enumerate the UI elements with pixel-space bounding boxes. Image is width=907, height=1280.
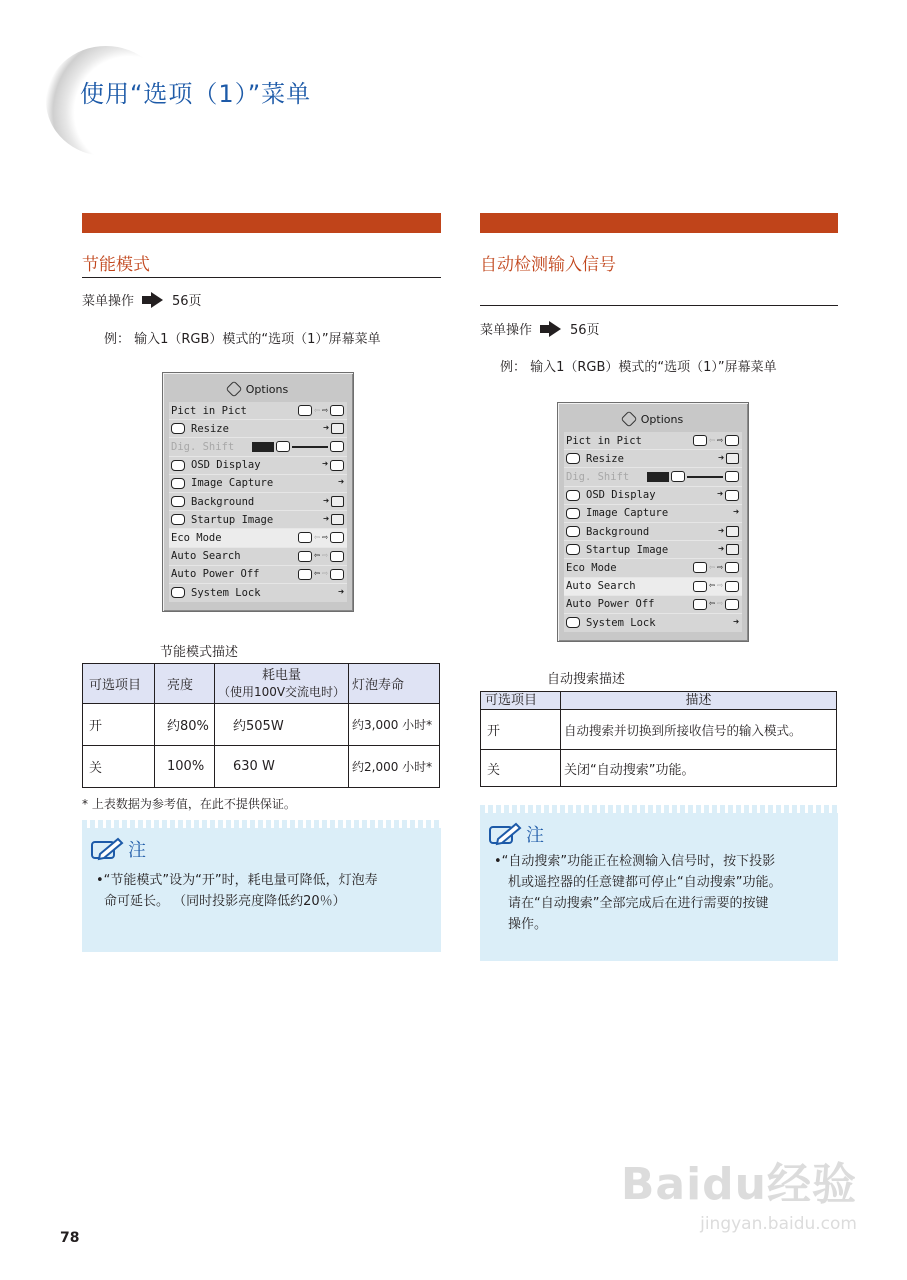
example-caption-left: 例： 输入1（RGB）模式的“选项（1）”屏幕菜单 [104,332,381,347]
pencil-note-icon [90,836,124,862]
note-body [494,851,838,935]
toggle-on-icon [725,581,739,592]
table-caption-eco: 节能模式描述 [160,645,239,660]
system-lock-icon [566,617,580,628]
osd-display-icon [171,460,185,471]
osd-row-image-capture: Image Capture ➜ [564,505,742,523]
note-line: 操作。 [508,917,548,932]
note-line: 机或遥控器的任意键都可停止“自动搜索”功能。 [508,875,782,890]
table-header: 可选项目 [83,664,155,704]
toggle-off-icon [693,581,707,592]
right-arrow-icon [540,321,562,337]
osd-title: Options [245,382,289,396]
osd-row-resize: Resize ➜ [169,420,347,438]
osd-label: System Lock [586,616,656,629]
osd-label: Startup Image [586,543,669,556]
shift-slider [687,476,723,478]
osd-label: Pict in Pict [566,434,642,447]
table-cell: 约80% [155,704,215,746]
osd-label: System Lock [191,586,261,599]
image-capture-icon [171,478,185,489]
background-icon [171,496,185,507]
table-cell: 约3,000 小时* [349,704,440,746]
options-icon [620,411,637,428]
osd-options-menu-left [162,372,354,612]
toggle-off-icon [298,532,312,543]
toggle-on-icon [330,405,344,416]
osd-row-auto-power-off: Auto Power Off ⇦ ⇨ [169,566,347,584]
osd-row-osd-display: OSD Display ➜ [169,457,347,475]
submenu-icon [726,544,739,555]
table-header-power [215,664,349,704]
submenu-icon [725,490,739,501]
note-heading [90,836,441,862]
eco-mode-table [82,663,440,788]
section-bar-right [480,213,838,233]
watermark-brand: Baidu经验 [620,1159,857,1210]
toggle-on-icon [725,562,739,573]
osd-title: Options [640,412,684,426]
osd-label: Image Capture [191,477,274,490]
right-arrow-icon [142,292,164,308]
osd-row-auto-power-off: Auto Power Off ⇦ ⇨ [564,596,742,614]
table-cell: 约2,000 小时* [349,746,440,788]
osd-label: Pict in Pict [171,404,247,417]
toggle-off-icon [693,562,707,573]
osd-row-pict-in-pict: Pict in Pict ⇦ ⇨ [564,432,742,450]
table-header: 耗电量 [261,667,301,683]
menu-operation-label: 菜单操作 [480,323,533,338]
osd-label: Background [586,525,650,538]
startup-image-icon [566,544,580,555]
submenu-icon [331,423,344,434]
note-body [96,870,441,912]
toggle-on-icon [330,569,344,580]
screen-icon [725,471,739,482]
menu-operation-page: 56页 [172,294,202,309]
osd-row-background: Background ➜ [564,523,742,541]
table-caption-auto-search: 自动搜索描述 [547,672,626,687]
osd-label: Auto Search [171,550,241,563]
osd-label: Eco Mode [566,561,617,574]
osd-row-startup-image: Startup Image ➜ [564,541,742,559]
osd-row-resize: Resize ➜ [564,450,742,468]
table-row [481,710,837,750]
note-line: 命可延长。 （同时投影亮度降低约20％） [104,894,346,909]
table-cell: 开 [481,710,561,750]
page-title: 使用“选项（1）”菜单 [80,80,312,108]
table-cell: 100% [155,746,215,788]
toggle-on-icon [725,435,739,446]
screen-icon [276,441,290,452]
osd-row-dig-shift [564,468,742,486]
menu-operation-ref-right [480,319,600,338]
osd-options-menu-right [557,402,749,642]
auto-search-table [480,691,837,787]
note-heading [488,821,838,847]
toggle-off-icon [693,599,707,610]
toggle-on-icon [330,532,344,543]
section-bar-left [82,213,441,233]
osd-row-eco-mode: Eco Mode ⇦ ⇨ [564,559,742,577]
table-row [481,750,837,787]
table-cell: 关闭“自动搜索”功能。 [561,750,837,787]
toggle-on-icon [725,599,739,610]
osd-label: Resize [586,452,624,465]
watermark-url: jingyan.baidu.com [700,1214,857,1234]
table-cell: 关 [481,750,561,787]
osd-header [564,406,742,432]
menu-operation-ref-left [82,290,202,309]
osd-label: Image Capture [586,507,669,520]
table-cell: 约505W [215,704,349,746]
note-line: •“节能模式”设为“开”时，耗电量可降低，灯泡寿 [96,873,378,888]
image-capture-icon [566,508,580,519]
section-rule-right [480,305,838,306]
osd-row-startup-image: Startup Image ➜ [169,511,347,529]
background-icon [566,526,580,537]
osd-label: Startup Image [191,513,274,526]
submenu-icon [726,453,739,464]
osd-row-auto-search: Auto Search ⇦ ⇨ [169,548,347,566]
table-cell: 关 [83,746,155,788]
menu-operation-label: 菜单操作 [82,294,135,309]
resize-icon [566,453,580,464]
osd-label: Resize [191,422,229,435]
osd-label: Auto Search [566,580,636,593]
menu-operation-page: 56页 [570,323,600,338]
note-line: •“自动搜索”功能正在检测输入信号时，按下投影 [494,854,776,869]
page-number: 78 [60,1230,80,1246]
screen-icon [671,471,685,482]
osd-label: Auto Power Off [566,598,655,611]
osd-label: Eco Mode [171,531,222,544]
osd-row-auto-search: Auto Search ⇦ ⇨ [564,578,742,596]
shift-slider [292,446,328,448]
osd-row-background: Background ➜ [169,493,347,511]
table-footnote: * 上表数据为参考值，在此不提供保证。 [82,797,296,811]
note-box-right [480,805,838,961]
osd-label: Auto Power Off [171,568,260,581]
resize-icon [171,423,185,434]
pencil-note-icon [488,821,522,847]
table-row [83,746,440,788]
note-title: 注 [526,825,544,846]
table-header-note: （使用100V交流电时） [217,684,346,699]
section-title-eco-mode: 节能模式 [82,255,150,275]
table-header: 可选项目 [481,692,561,710]
toggle-off-icon [298,551,312,562]
osd-label: OSD Display [191,459,261,472]
section-rule-left [82,277,441,278]
osd-display-icon [566,490,580,501]
osd-label: Dig. Shift [171,440,235,453]
submenu-icon [331,496,344,507]
osd-label: Background [191,495,255,508]
osd-row-system-lock: System Lock ➜ [564,614,742,632]
table-cell: 自动搜索并切换到所接收信号的输入模式。 [561,710,837,750]
screen-icon [330,441,344,452]
table-header: 亮度 [155,664,215,704]
toggle-off-icon [298,405,312,416]
osd-row-osd-display: OSD Display ➜ [564,487,742,505]
osd-row-system-lock: System Lock ➜ [169,584,347,602]
startup-image-icon [171,514,185,525]
table-cell: 630 W [215,746,349,788]
note-title: 注 [128,840,146,861]
table-header: 描述 [561,692,837,710]
osd-label: Dig. Shift [566,470,630,483]
section-title-auto-search: 自动检测输入信号 [480,255,616,275]
system-lock-icon [171,587,185,598]
example-caption-right: 例： 输入1（RGB）模式的“选项（1）”屏幕菜单 [500,360,777,375]
options-icon [225,381,242,398]
osd-row-image-capture: Image Capture ➜ [169,475,347,493]
note-line: 请在“自动搜索”全部完成后在进行需要的按键 [508,896,769,911]
osd-row-dig-shift [169,438,347,456]
toggle-off-icon [693,435,707,446]
toggle-off-icon [298,569,312,580]
toggle-on-icon [330,551,344,562]
osd-header [169,376,347,402]
note-box-left [82,820,441,952]
table-row [83,704,440,746]
submenu-icon [726,526,739,537]
osd-row-pict-in-pict: Pict in Pict ⇦ ⇨ [169,402,347,420]
table-cell: 开 [83,704,155,746]
submenu-icon [331,514,344,525]
baidu-jingyan-watermark [621,1148,857,1234]
osd-row-eco-mode: Eco Mode ⇦ ⇨ [169,529,347,547]
submenu-icon [330,460,344,471]
table-header: 灯泡寿命 [349,664,440,704]
osd-label: OSD Display [586,489,656,502]
